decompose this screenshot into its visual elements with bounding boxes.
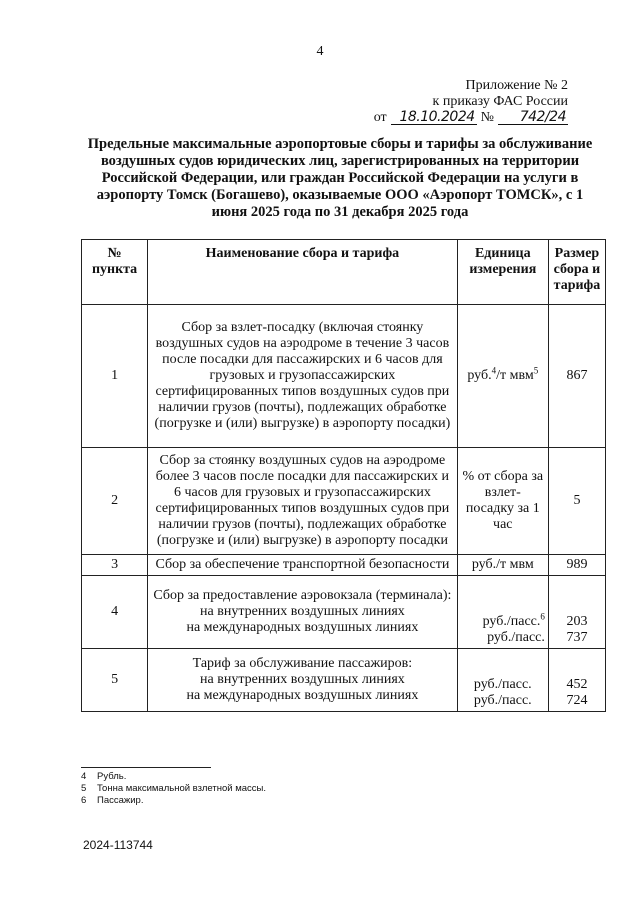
- document-number: 2024-113744: [83, 838, 153, 852]
- value-text: 452: [566, 677, 588, 692]
- row-name-sub: на внутренних воздушных линиях: [200, 604, 405, 619]
- header-num: № пункта: [82, 240, 148, 305]
- number-label: №: [480, 110, 494, 125]
- footnote-ref: 6: [540, 611, 545, 622]
- footnote-item: [81, 771, 266, 783]
- footnote-text: Рубль.: [97, 771, 127, 782]
- footnote-text: Тонна максимальной взлетной массы.: [97, 783, 266, 794]
- footnote-ref: 5: [533, 365, 539, 376]
- row-name: Сбор за взлет-посадку (включая стоянку воздушных судов на аэродроме в течение 3 часов после посадки для пассажирских и 6 часов для грузовых и грузопассажирских сертифицированных типов воздушных судов при наличии грузов (почты), подлежащих обработке (погрузке и (или) выгрузке) в аэропорту посадки): [148, 305, 458, 448]
- row-value: [548, 649, 605, 712]
- row-value: 5: [548, 448, 605, 555]
- row-num: 3: [82, 555, 148, 576]
- header-unit: Единица измерения: [457, 240, 548, 305]
- unit-text: руб.: [467, 368, 492, 383]
- row-name-sub: на международных воздушных линиях: [186, 688, 419, 703]
- table-row: [82, 576, 606, 649]
- table-row: [82, 649, 606, 712]
- row-name: [148, 649, 458, 712]
- unit-text: руб./пасс.: [482, 614, 541, 629]
- table-row: [82, 555, 606, 576]
- row-unit: [457, 305, 548, 448]
- table-row: [82, 305, 606, 448]
- tariffs-table: [81, 239, 606, 712]
- footnote-num: 6: [81, 795, 87, 806]
- row-unit: % от сбора за взлет-посадку за 1 час: [457, 448, 548, 555]
- value-text: 737: [566, 630, 588, 645]
- row-value: 989: [548, 555, 605, 576]
- row-name-sub: на внутренних воздушных линиях: [200, 672, 405, 687]
- order-number: 742/24: [498, 110, 568, 125]
- row-name-sub: на международных воздушных линиях: [186, 620, 419, 635]
- header-name: Наименование сбора и тарифа: [148, 240, 458, 305]
- footnote-divider: [81, 767, 211, 768]
- row-name: [148, 576, 458, 649]
- footnote-num: 5: [81, 783, 87, 794]
- footnote-num: 4: [81, 771, 87, 782]
- row-name: Сбор за стоянку воздушных судов на аэродроме более 3 часов после посадки для пассажирских и 6 часов для грузовых и грузопассажирских сертифицированных типов воздушных судов при наличии грузов (почты), подлежащих обработке (погрузке и (или) выгрузке) в аэропорту посадки: [148, 448, 458, 555]
- row-unit: руб./т мвм: [457, 555, 548, 576]
- unit-text: руб./пасс.: [473, 677, 532, 692]
- footnote-text: Пассажир.: [97, 795, 144, 806]
- appendix-line2: к приказу ФАС России: [432, 94, 568, 109]
- row-unit: [457, 649, 548, 712]
- row-name: Сбор за обеспечение транспортной безопасности: [148, 555, 458, 576]
- page-number: 4: [316, 44, 324, 59]
- footnote-item: [81, 783, 266, 795]
- row-num: 4: [82, 576, 148, 649]
- appendix-line3: [374, 110, 568, 126]
- row-num: 2: [82, 448, 148, 555]
- footnote-ref: 4: [491, 365, 497, 376]
- document-title: Предельные максимальные аэропортовые сборы и тарифы за обслуживание воздушных судов юридических лиц, зарегистрированных на территории Российской Федерации, или граждан Российской Федерации на услуги в аэропорту Томск (Богашево), оказываемые ООО «Аэропорт ТОМСК», с 1 июня 2025 года по 31 декабря 2025 года: [87, 136, 593, 220]
- row-value: [548, 576, 605, 649]
- row-name-main: Тариф за обслуживание пассажиров:: [192, 656, 413, 671]
- row-name-main: Сбор за предоставление аэровокзала (терминала):: [153, 588, 452, 603]
- order-date: 18.10.2024: [391, 110, 477, 125]
- row-unit: [457, 576, 548, 649]
- unit-text: руб./пасс.: [487, 630, 545, 645]
- row-num: 5: [82, 649, 148, 712]
- row-num: 1: [82, 305, 148, 448]
- from-label: от: [373, 110, 387, 125]
- appendix-block: [374, 78, 568, 126]
- row-value: 867: [548, 305, 605, 448]
- appendix-line1: Приложение № 2: [465, 78, 568, 93]
- footnotes: [81, 771, 266, 807]
- header-value: Размер сбора и тарифа: [548, 240, 605, 305]
- footnote-item: [81, 795, 266, 807]
- value-text: 203: [566, 614, 588, 629]
- unit-text: руб./пасс.: [473, 693, 532, 708]
- table-row: [82, 448, 606, 555]
- table-header-row: [82, 240, 606, 305]
- value-text: 724: [566, 693, 588, 708]
- unit-text: /т мвм: [496, 368, 534, 383]
